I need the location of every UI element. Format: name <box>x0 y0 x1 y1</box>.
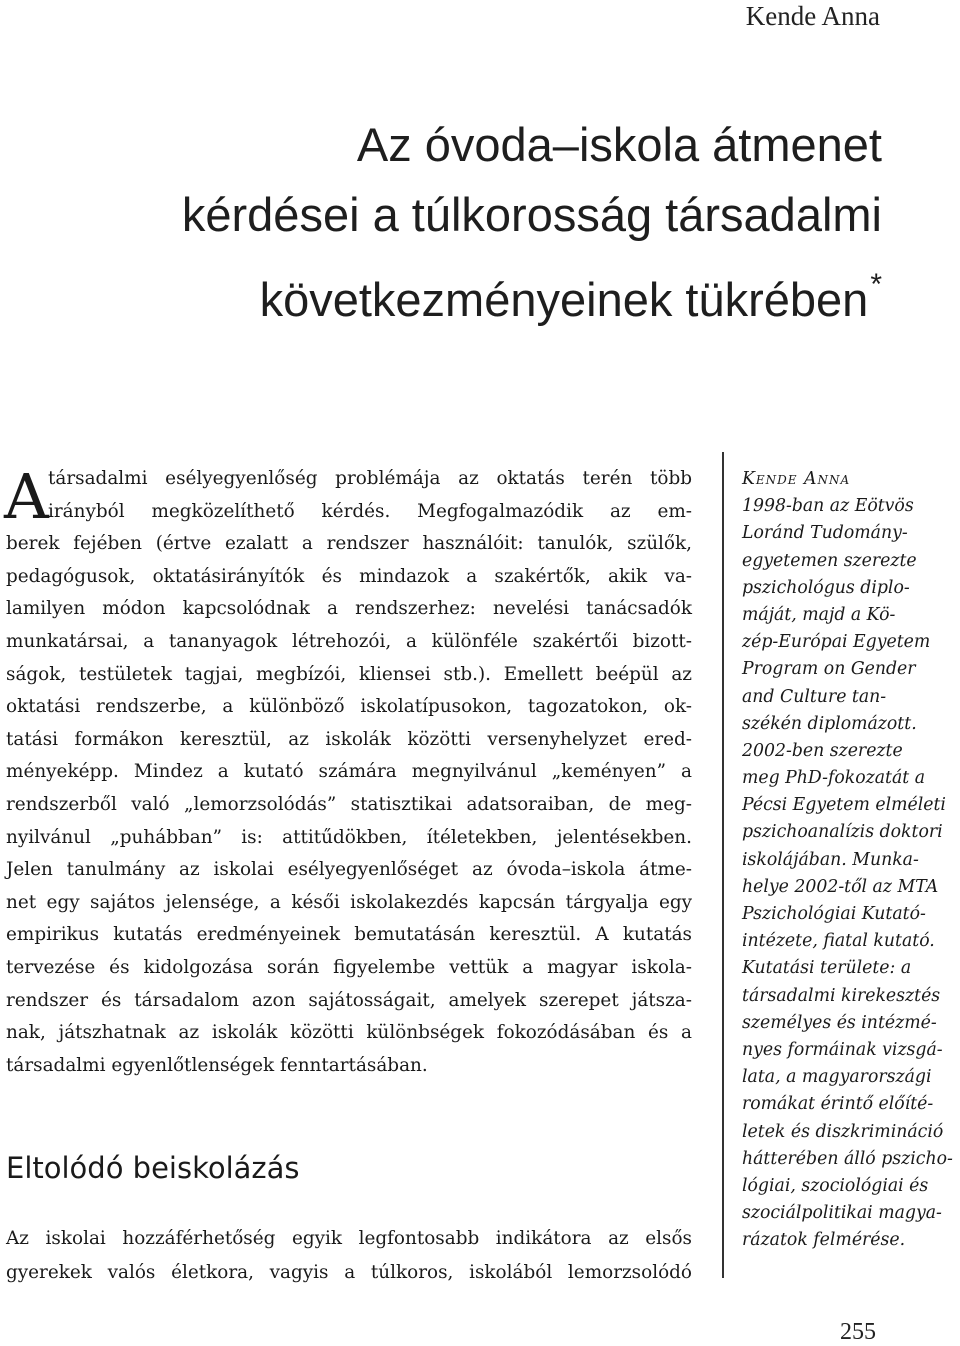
bio-line: pszichológus diplo- <box>742 577 910 598</box>
intro-paragraph <box>4 460 692 1082</box>
bio-line: meg PhD-fokozatát a <box>742 768 926 789</box>
body-line: rendszerből való „lemorzsolódás” statisztikai adatsoraiban, de meg- <box>6 793 692 815</box>
bio-line: lata, a magyarországi <box>742 1067 932 1088</box>
bio-line: Pszichológiai Kutató- <box>742 904 926 924</box>
bio-line: letek és diszkrimináció <box>742 1121 944 1142</box>
author-bio-sidebar <box>742 466 960 1254</box>
footnote-mark: * <box>870 268 882 301</box>
body-line: tervezése és kidolgozása során figyelembe vettük a magyar iskola- <box>6 956 692 978</box>
bio-line: nyes formáinak vizsgá- <box>742 1039 943 1060</box>
body-line: oktatási rendszerbe, a különböző iskolatípusokon, tagozatokon, ok- <box>6 696 692 718</box>
bio-line: Loránd Tudomány- <box>742 523 908 544</box>
bio-line: társadalmi kirekesztés <box>742 985 941 1006</box>
body-line: empirikus kutatás eredményeinek bemutatásán keresztül. A kutatás <box>6 924 692 946</box>
bio-line: zép-Európai Egyetem <box>742 632 931 653</box>
section-heading: Eltolódó beiskolázás <box>6 1151 300 1185</box>
title-line-text: következményeinek tükrében <box>259 273 869 326</box>
bio-line: személyes és intézmé- <box>742 1012 937 1033</box>
bio-line: and Culture tan- <box>742 686 887 707</box>
author-bio-name: Kende Anna <box>742 469 851 489</box>
page-number: 255 <box>840 1319 876 1345</box>
section-paragraph <box>6 1222 692 1290</box>
running-head-author: Kende Anna <box>745 1 880 31</box>
bio-line: 2002-ben szerezte <box>742 740 903 761</box>
bio-line: szociálpolitikai magya- <box>742 1203 942 1224</box>
body-line: nak, játszhatnak az iskolák közötti különbségek fokozódásában és a <box>6 1022 692 1044</box>
bio-line: Pécsi Egyetem elméleti <box>742 795 946 816</box>
bio-line: pszichoanalízis doktori <box>742 822 943 843</box>
body-line: net egy sajátos jelensége, a késői iskolakezdés kapcsán tárgyalja egy <box>6 891 692 913</box>
body-line: Az iskolai hozzáférhetőség egyik legfontosabb indikátora az elsős <box>6 1228 692 1249</box>
bio-line: 1998-ban az Eötvös <box>742 496 914 517</box>
bio-line: egyetemen szerezte <box>742 550 917 571</box>
body-line: berek fejében (értve ezalatt a rendszer használóit: tanulók, szülők, <box>6 533 692 555</box>
body-line: irányból megközelíthető kérdés. Megfogalmazódik az em- <box>48 500 692 522</box>
body-line: gyerekek valós életkora, vagyis a túlkoros, iskolából lemorzsolódó <box>6 1262 692 1283</box>
body-line: rendszer és társadalom azon sajátosságait, amelyek szerepet játsza- <box>6 989 692 1011</box>
bio-line: rázatok felmérése. <box>742 1230 906 1251</box>
bio-line: lógiai, szociológiai és <box>742 1175 929 1196</box>
body-line: tatási formákon keresztül, az iskolák közötti versenyhelyzet ered- <box>6 728 692 750</box>
body-line: lamilyen módon kapcsolódnak a rendszerhez: nevelési tanácsadók <box>6 598 692 620</box>
bio-line: romákat érintő előíté- <box>742 1094 934 1115</box>
bio-line: székén diplomázott. <box>742 713 917 734</box>
title-line: Az óvoda–iskola átmenet <box>356 118 882 171</box>
title-line: kérdései a túlkorosság társadalmi <box>181 188 882 241</box>
bio-line: Kutatási területe: a <box>742 958 912 979</box>
bio-line: máját, majd a Kö- <box>742 604 896 625</box>
body-line: társadalmi egyenlőtlenségek fenntartásában. <box>6 1054 428 1076</box>
body-line: társadalmi esélyegyenlőség problémája az oktatás terén több <box>48 468 692 489</box>
body-line: munkatársai, a tananyagok létrehozói, a különféle szakértői bizott- <box>6 630 692 652</box>
column-divider <box>722 452 724 1278</box>
body-line: ságok, testületek tagjai, megbízói, kliensei stb.). Emellett beépül az <box>6 663 692 685</box>
bio-line: Program on Gender <box>742 659 916 680</box>
bio-line: intézete, fiatal kutató. <box>742 931 935 952</box>
bio-line: helye 2002-től az MTA <box>742 876 939 897</box>
body-line: nyilvánul „puhábban” is: attitűdökben, ítéletekben, jelentésekben. <box>6 826 692 848</box>
body-line: Jelen tanulmány az iskolai esélyegyenlőséget az óvoda–iskola átme- <box>6 859 692 881</box>
body-line: ményeképp. Mindez a kutató számára megnyilvánul „keményen” a <box>6 761 692 783</box>
body-line: pedagógusok, oktatásirányítók és mindazok a szakértők, akik va- <box>6 565 692 587</box>
title-line <box>22 250 882 335</box>
bio-line: hátterében álló pszicho- <box>742 1148 953 1169</box>
drop-cap: A <box>4 460 49 533</box>
bio-line: iskolájában. Munka- <box>742 849 919 870</box>
article-title <box>22 110 882 335</box>
